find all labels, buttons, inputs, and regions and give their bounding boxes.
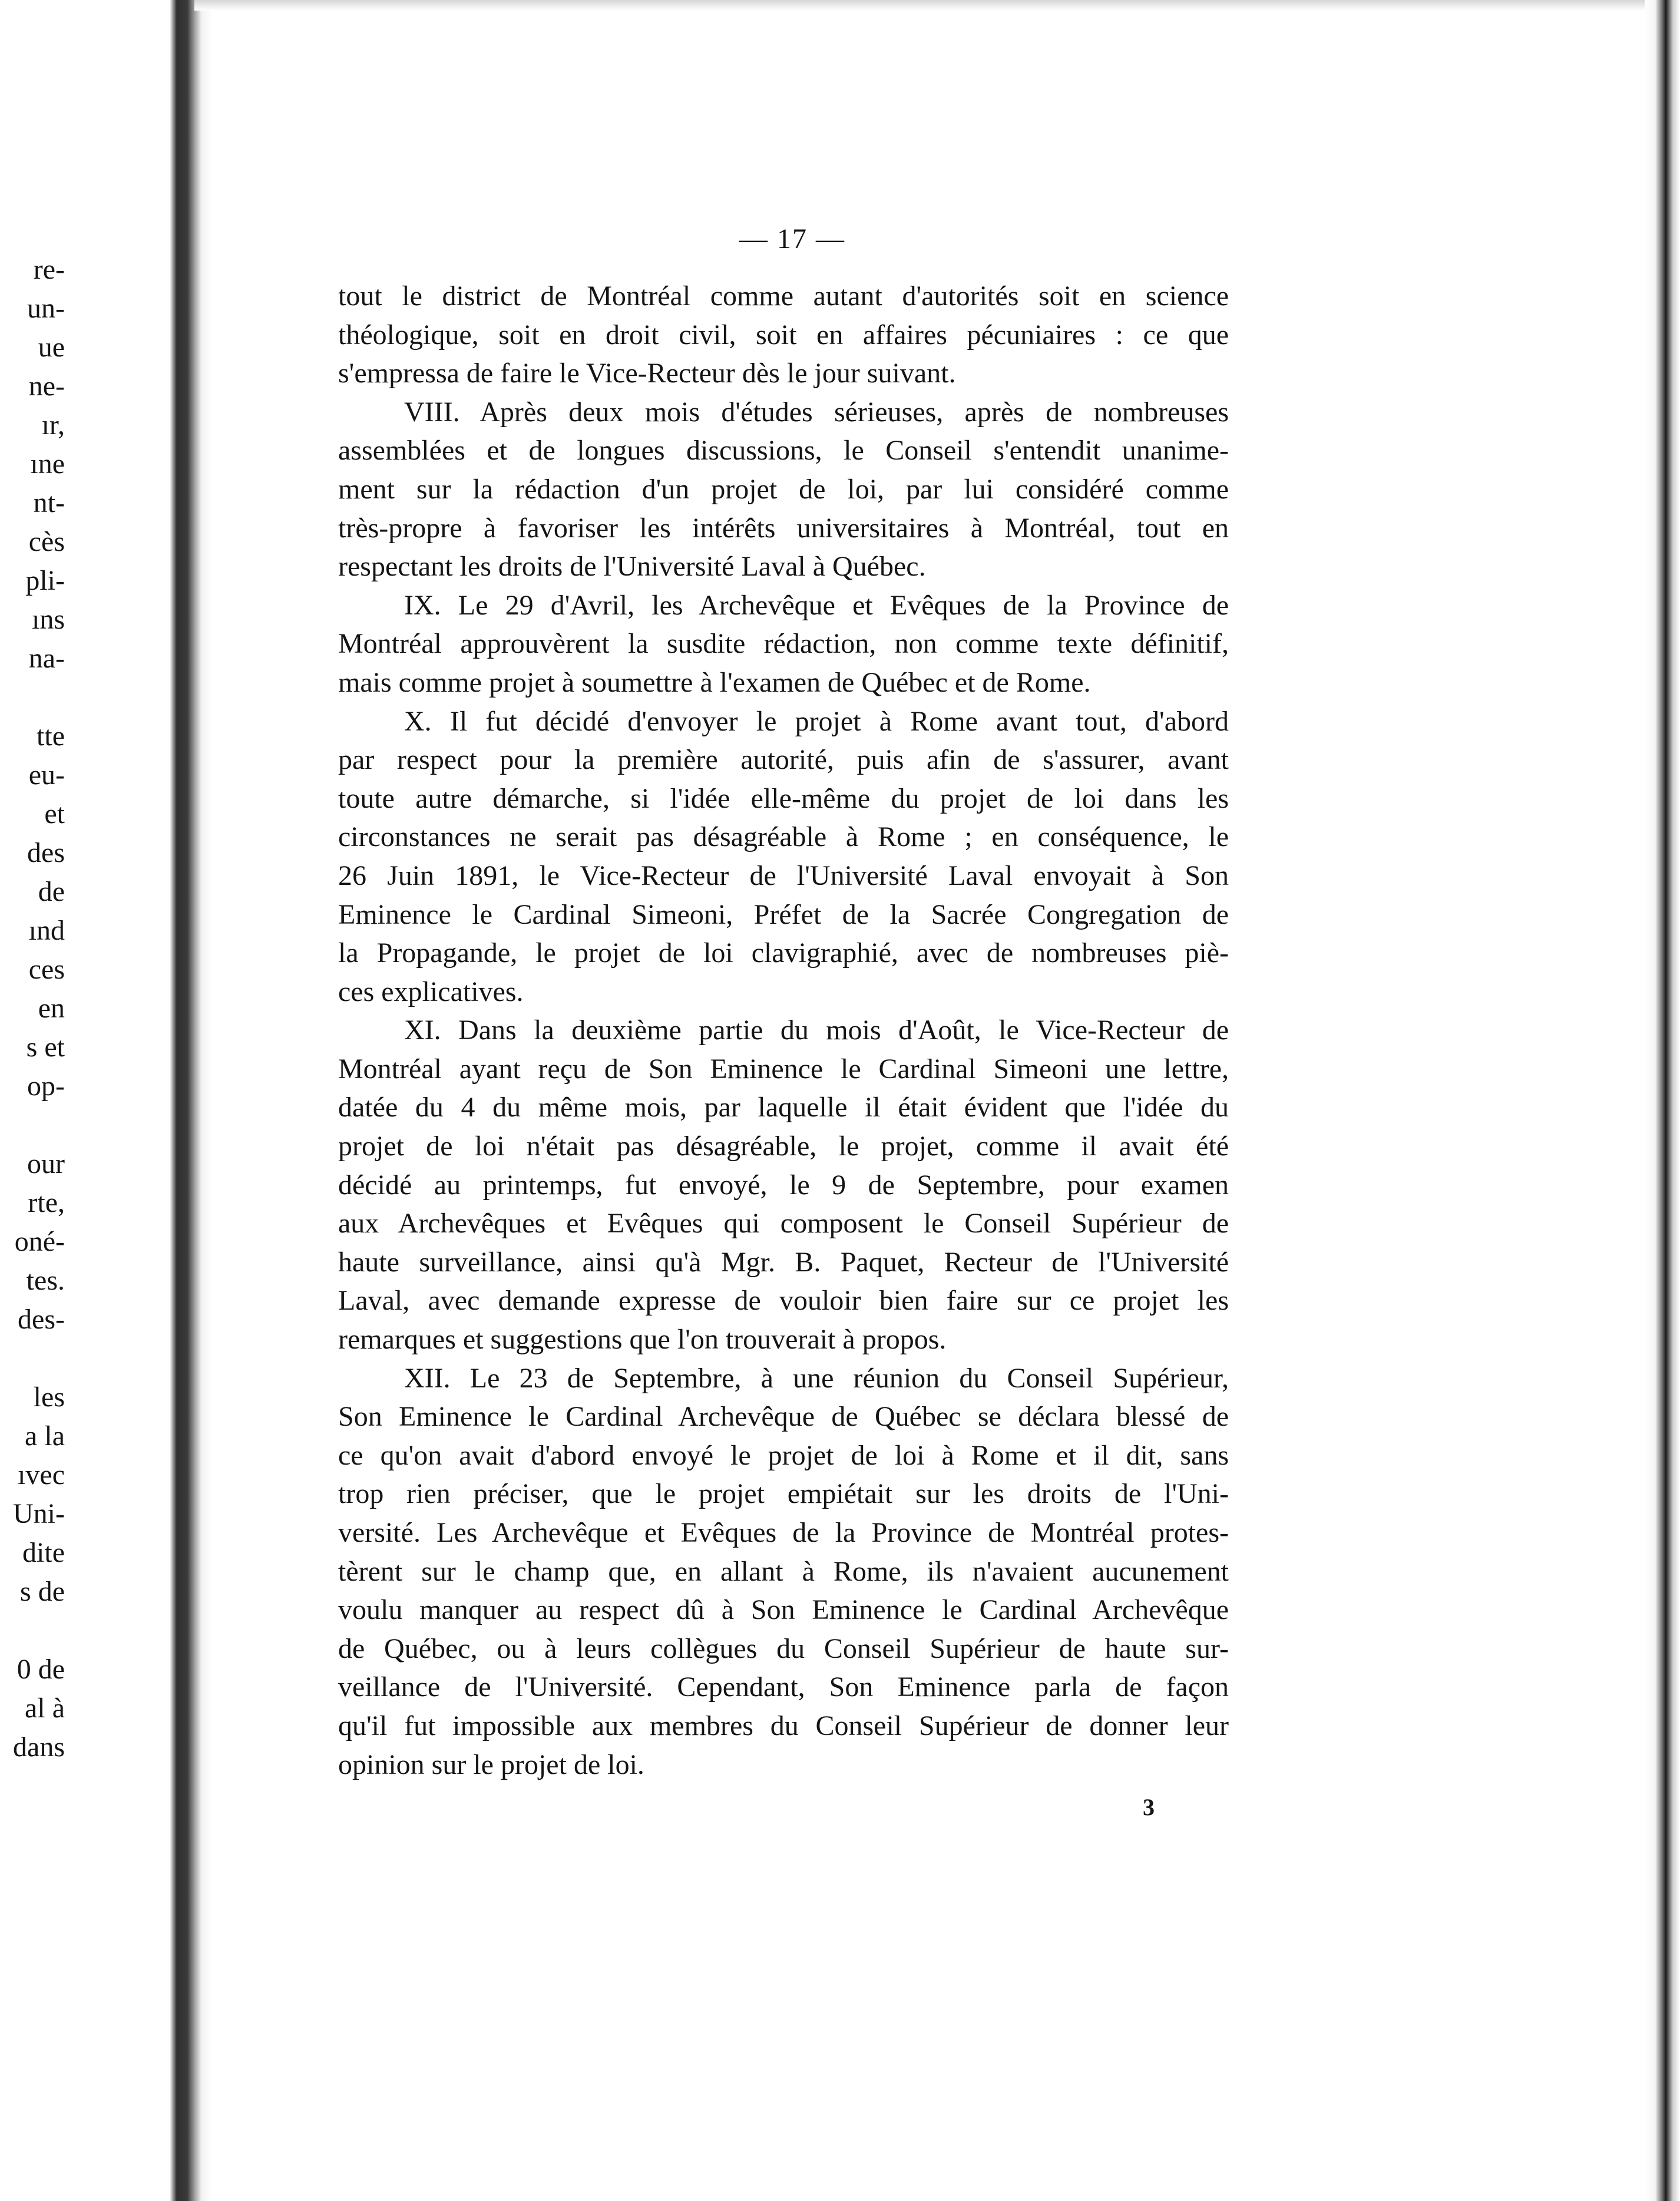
text-line: très-propre à favoriser les intérêts universitaires à Montréal, tout en (338, 512, 1229, 544)
text-line: par respect pour la première autorité, puis afin de s'assurer, avant (338, 744, 1229, 776)
text-line: trop rien préciser, que le projet empiétait sur les droits de l'Uni- (338, 1478, 1229, 1510)
facing-page-fragment (0, 1106, 65, 1145)
facing-page-fragment: ıvec (18, 1459, 65, 1491)
facing-page-fragment: des- (18, 1304, 65, 1335)
text-line: ces explicatives. (338, 976, 524, 1007)
facing-page-fragment: oné- (14, 1226, 65, 1257)
signature-mark: 3 (1143, 1794, 1155, 1820)
facing-page-fragment: un- (27, 293, 65, 324)
facing-page-fragment: ıne (30, 448, 65, 480)
facing-page-fragment: dans (13, 1731, 65, 1763)
text-line: théologique, soit en droit civil, soit en affaires pécuniaires : ce que (338, 319, 1229, 351)
text-line: toute autre démarche, si l'idée elle-même du projet de loi dans les (338, 782, 1229, 814)
facing-page-fragment: our (27, 1148, 65, 1179)
paragraph (338, 702, 1229, 1012)
facing-page-fragment: et (44, 798, 65, 829)
page-body-text (338, 277, 1229, 1784)
facing-page-fragment: op- (27, 1070, 65, 1102)
text-line: remarques et suggestions que l'on trouverait à propos. (338, 1324, 947, 1356)
facing-page-fragment: pli- (25, 565, 65, 596)
paragraph (338, 1359, 1229, 1784)
text-line: haute surveillance, ainsi qu'à Mgr. B. Paquet, Recteur de l'Université (338, 1246, 1229, 1278)
page-top-edge (194, 0, 1645, 11)
facing-page-fragment: les (33, 1382, 65, 1413)
text-line: ment sur la rédaction d'un projet de loi, par lui considéré comme (338, 473, 1229, 505)
facing-page-fragment: s et (26, 1032, 65, 1063)
text-line: respectant les droits de l'Université Laval à Québec. (338, 551, 926, 583)
text-line: qu'il fut impossible aux membres du Conseil Supérieur de donner leur (338, 1710, 1229, 1741)
facing-page-fragment: 0 de (16, 1654, 65, 1685)
paragraph (338, 277, 1229, 393)
text-line: ce qu'on avait d'abord envoyé le projet de loi à Rome et il dit, sans (338, 1439, 1229, 1471)
facing-page-fragment: ue (38, 332, 65, 363)
facing-page-text-fragments (0, 250, 65, 1767)
page-number: — 17 — (739, 223, 845, 255)
text-line: Montréal approuvèrent la susdite rédaction, non comme texte définitif, (338, 628, 1229, 660)
facing-page-fragment: ınd (28, 915, 65, 946)
text-line: X. Il fut décidé d'envoyer le projet à Rome avant tout, d'abord (404, 705, 1229, 737)
facing-page-fragment: ces (28, 954, 65, 985)
facing-page-fragment: des (27, 837, 65, 868)
text-line: Laval, avec demande expresse de vouloir bien faire sur ce projet les (338, 1285, 1229, 1317)
facing-page-fragment: cès (28, 526, 65, 557)
text-line: tèrent sur le champ que, en allant à Rome, ils n'avaient aucunement (338, 1555, 1229, 1587)
text-line: veillance de l'Université. Cependant, Son Eminence parla de façon (338, 1671, 1229, 1703)
text-line: circonstances ne serait pas désagréable à Rome ; en conséquence, le (338, 821, 1229, 853)
facing-page-fragment: re- (33, 254, 65, 285)
facing-page-fragment: ne- (28, 371, 65, 402)
facing-page-fragment: de (38, 876, 65, 907)
facing-page-fragment: en (38, 993, 65, 1024)
text-line: XII. Le 23 de Septembre, à une réunion du Conseil Supérieur, (404, 1362, 1229, 1394)
facing-page-fragment (0, 1611, 65, 1650)
facing-page-fragment: eu- (28, 759, 65, 791)
text-line: assemblées et de longues discussions, le Conseil s'entendit unanime- (338, 435, 1229, 467)
paragraph (338, 393, 1229, 586)
facing-page-fragment: nt- (33, 487, 65, 518)
facing-page-fragment: ır, (41, 409, 65, 441)
text-line: la Propagande, le projet de loi clavigraphié, avec de nombreuses piè- (338, 937, 1229, 969)
text-line: Son Eminence le Cardinal Archevêque de Québec se déclara blessé de (338, 1401, 1229, 1433)
text-line: IX. Le 29 d'Avril, les Archevêque et Evêques de la Province de (404, 589, 1229, 621)
text-line: décidé au printemps, fut envoyé, le 9 de Septembre, pour examen (338, 1169, 1229, 1201)
text-line: datée du 4 du même mois, par laquelle il était évident que l'idée du (338, 1092, 1229, 1123)
text-line: 26 Juin 1891, le Vice-Recteur de l'Université Laval envoyait à Son (338, 860, 1229, 891)
text-line: VIII. Après deux mois d'études sérieuses, après de nombreuses (404, 396, 1229, 428)
facing-page-fragment: rte, (28, 1187, 65, 1218)
text-line: XI. Dans la deuxième partie du mois d'Août, le Vice-Recteur de (404, 1014, 1229, 1046)
facing-page-fragment: a la (25, 1420, 65, 1452)
facing-page-fragment (0, 1339, 65, 1378)
facing-page-fragment: al à (25, 1693, 65, 1724)
page-right-edge (1645, 0, 1680, 2201)
text-line: projet de loi n'était pas désagréable, le projet, comme il avait été (338, 1131, 1229, 1162)
text-line: Montréal ayant reçu de Son Eminence le Cardinal Simeoni une lettre, (338, 1053, 1229, 1085)
facing-page-fragment (0, 678, 65, 717)
facing-page-fragment: na- (28, 643, 65, 674)
text-line: mais comme projet à soumettre à l'examen de Québec et de Rome. (338, 666, 1091, 698)
facing-page-fragment: dite (22, 1537, 65, 1568)
facing-page-fragment: tte (37, 721, 65, 752)
text-line: aux Archevêques et Evêques qui composent le Conseil Supérieur de (338, 1208, 1229, 1240)
text-line: versité. Les Archevêque et Evêques de la Province de Montréal protes- (338, 1517, 1229, 1548)
text-line: voulu manquer au respect dû à Son Eminence le Cardinal Archevêque (338, 1594, 1229, 1626)
text-line: de Québec, ou à leurs collègues du Conseil Supérieur de haute sur- (338, 1632, 1229, 1664)
facing-page-fragment: s de (20, 1576, 65, 1607)
text-line: s'empressa de faire le Vice-Recteur dès le jour suivant. (338, 358, 956, 389)
paragraph (338, 1011, 1229, 1359)
text-line: tout le district de Montréal comme autant d'autorités soit en science (338, 280, 1229, 312)
facing-page-fragment: Uni- (13, 1498, 65, 1529)
facing-page-fragment: ıns (31, 604, 65, 635)
text-line: Eminence le Cardinal Simeoni, Préfet de la Sacrée Congregation de (338, 898, 1229, 930)
text-line: opinion sur le projet de loi. (338, 1749, 644, 1780)
paragraph (338, 586, 1229, 702)
facing-page-fragment: tes. (26, 1265, 65, 1296)
